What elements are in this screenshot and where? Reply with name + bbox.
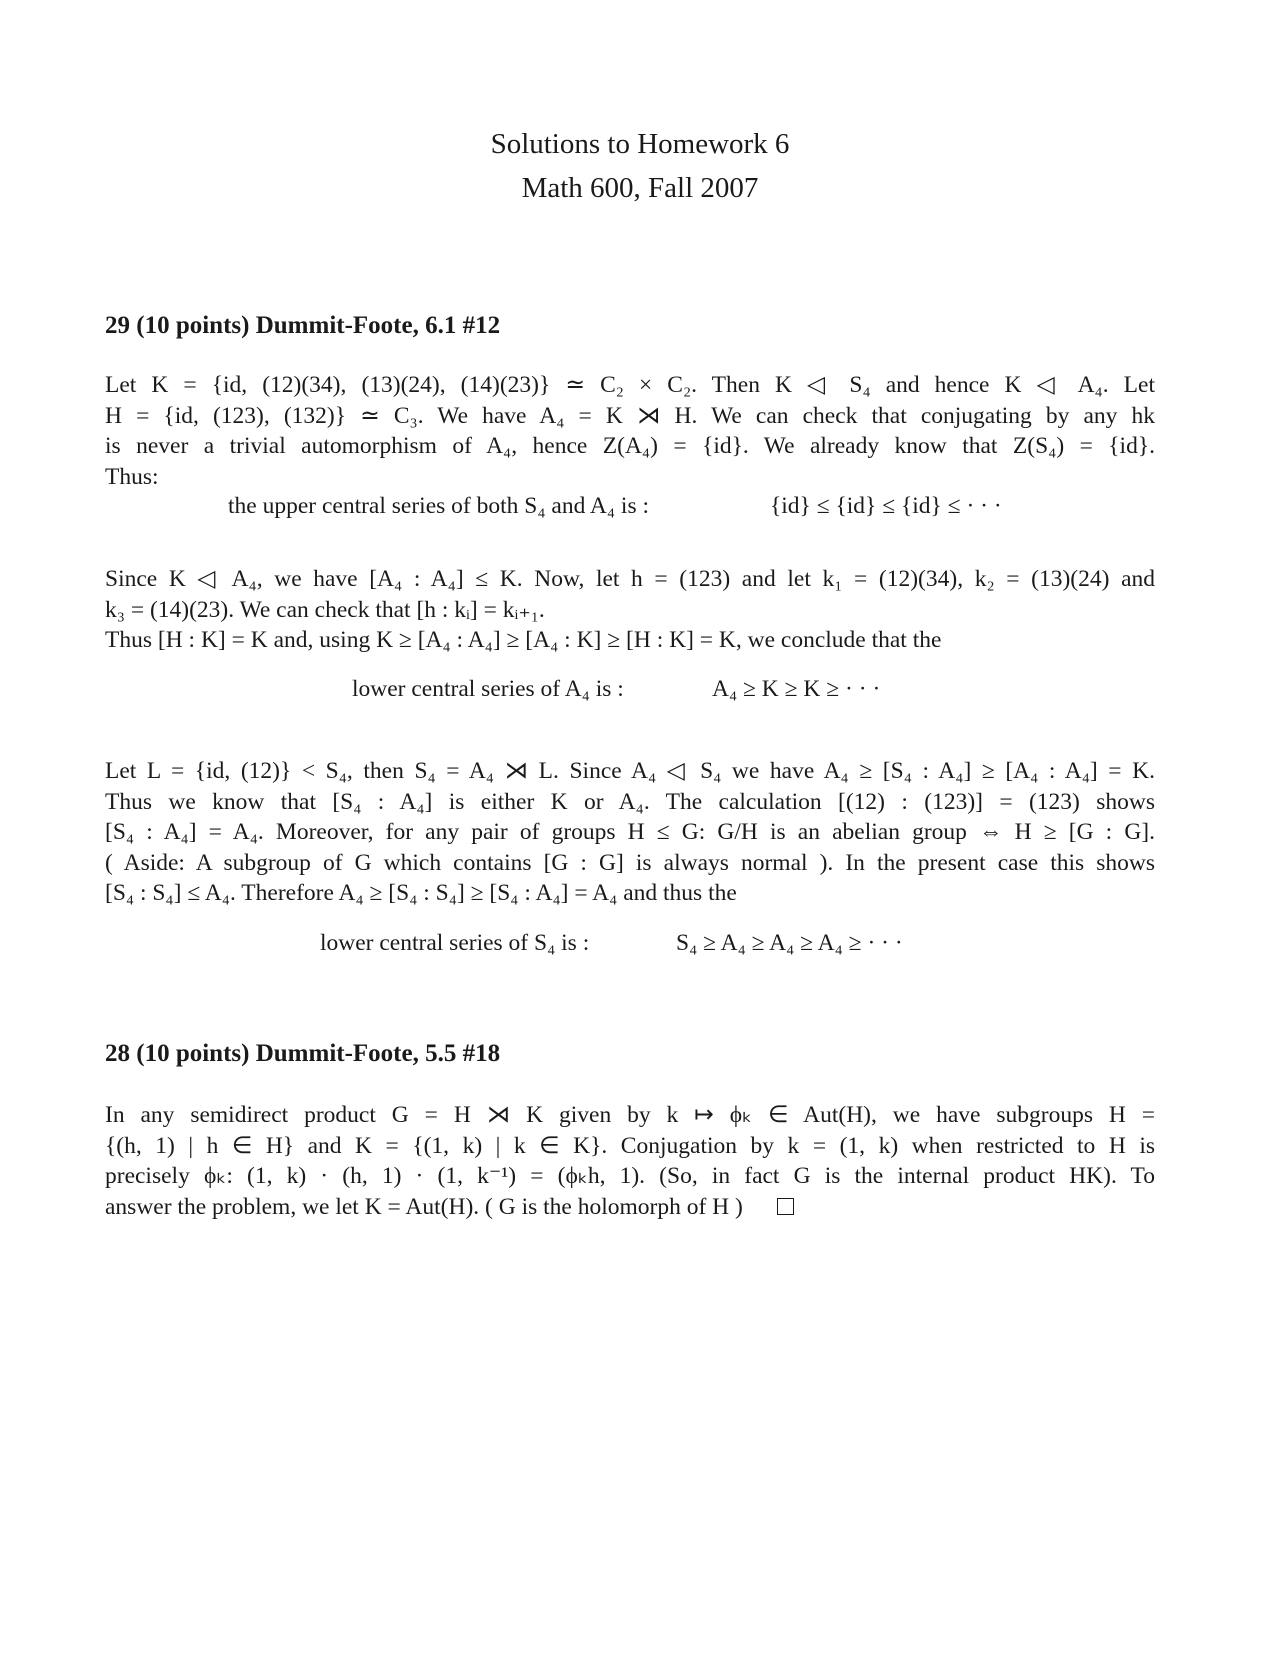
- problem-29-paragraph-2: [105, 564, 1155, 656]
- text-line: In any semidirect product G = H ⋊ K given by k ↦ ϕₖ ∈ Aut(H), we have subgroups H =: [105, 1102, 1155, 1128]
- text-line: Since K ◁ A₄, we have [A₄ : A₄] ≤ K. Now, let h = (123) and let k₁ = (12)(34), k₂ = (13)(24) and: [105, 566, 1155, 592]
- text-line: Let K = {id, (12)(34), (13)(24), (14)(23)} ≃ C₂ × C₂. Then K ◁ S₄ and hence K ◁ A₄. Let: [105, 372, 1155, 398]
- document-title: Solutions to Homework 6: [490, 128, 790, 160]
- upper-central-series-label: the upper central series of both S₄ and A₄ is :: [228, 493, 650, 519]
- lower-central-series-s4-value: S₄ ≥ A₄ ≥ A₄ ≥ A₄ ≥ · · ·: [676, 930, 903, 956]
- upper-central-series-value: {id} ≤ {id} ≤ {id} ≤ · · ·: [770, 493, 1002, 519]
- problem-29-paragraph-1: [105, 370, 1155, 492]
- text-line: [S₄ : A₄] = A₄. Moreover, for any pair of groups H ≤ G: G/H is an abelian group ⇔ H ≥ [G : G].: [105, 819, 1155, 845]
- lower-central-series-a4-label: lower central series of A₄ is :: [352, 676, 624, 702]
- problem-29-paragraph-3: [105, 756, 1155, 909]
- text-line: H = {id, (123), (132)} ≃ C₃. We have A₄ = K ⋊ H. We can check that conjugating by any hk: [105, 402, 1155, 429]
- text-line: Let L = {id, (12)} < S₄, then S₄ = A₄ ⋊ L. Since A₄ ◁ S₄ we have A₄ ≥ [S₄ : A₄] ≥ [A₄ : A₄] = K.: [105, 758, 1155, 784]
- text-line: {(h, 1) | h ∈ H} and K = {(1, k) | k ∈ K}. Conjugation by k = (1, k) when restricted to H is: [105, 1132, 1155, 1159]
- qed-square-icon: [777, 1198, 794, 1215]
- lower-central-series-s4-label: lower central series of S₄ is :: [320, 930, 590, 956]
- text-line: ( Aside: A subgroup of G which contains [G : G] is always normal ). In the present case this shows: [105, 849, 1155, 876]
- problem-28-paragraph: [105, 1100, 1155, 1222]
- lower-central-series-a4-value: A₄ ≥ K ≥ K ≥ · · ·: [712, 676, 881, 702]
- text-line: Thus we know that [S₄ : A₄] is either K or A₄. The calculation [(12) : (123)] = (123) shows: [105, 788, 1155, 815]
- text-line: k₃ = (14)(23). We can check that [h : kᵢ] = kᵢ₊₁.: [105, 596, 545, 623]
- text-line: is never a trivial automorphism of A₄, hence Z(A₄) = {id}. We already know that Z(S₄) = {id}.: [105, 433, 1155, 459]
- text-line: precisely ϕₖ: (1, k) · (h, 1) · (1, k⁻¹) = (ϕₖh, 1). (So, in fact G is the internal product HK). To: [105, 1163, 1155, 1189]
- text-line: [S₄ : S₄] ≤ A₄. Therefore A₄ ≥ [S₄ : S₄] ≥ [S₄ : A₄] = A₄ and thus the: [105, 880, 737, 906]
- text-line: Thus [H : K] = K and, using K ≥ [A₄ : A₄] ≥ [A₄ : K] ≥ [H : K] = K, we conclude that the: [105, 627, 942, 653]
- text-line: Thus:: [105, 463, 159, 490]
- text-line-with-qed: [105, 1192, 1155, 1223]
- text-line: answer the problem, we let K = Aut(H). ( G is the holomorph of H ): [105, 1193, 743, 1220]
- problem-28-heading: 28 (10 points) Dummit-Foote, 5.5 #18: [105, 1040, 501, 1067]
- problem-29-heading: 29 (10 points) Dummit-Foote, 6.1 #12: [105, 312, 501, 339]
- document-subtitle: Math 600, Fall 2007: [521, 172, 759, 204]
